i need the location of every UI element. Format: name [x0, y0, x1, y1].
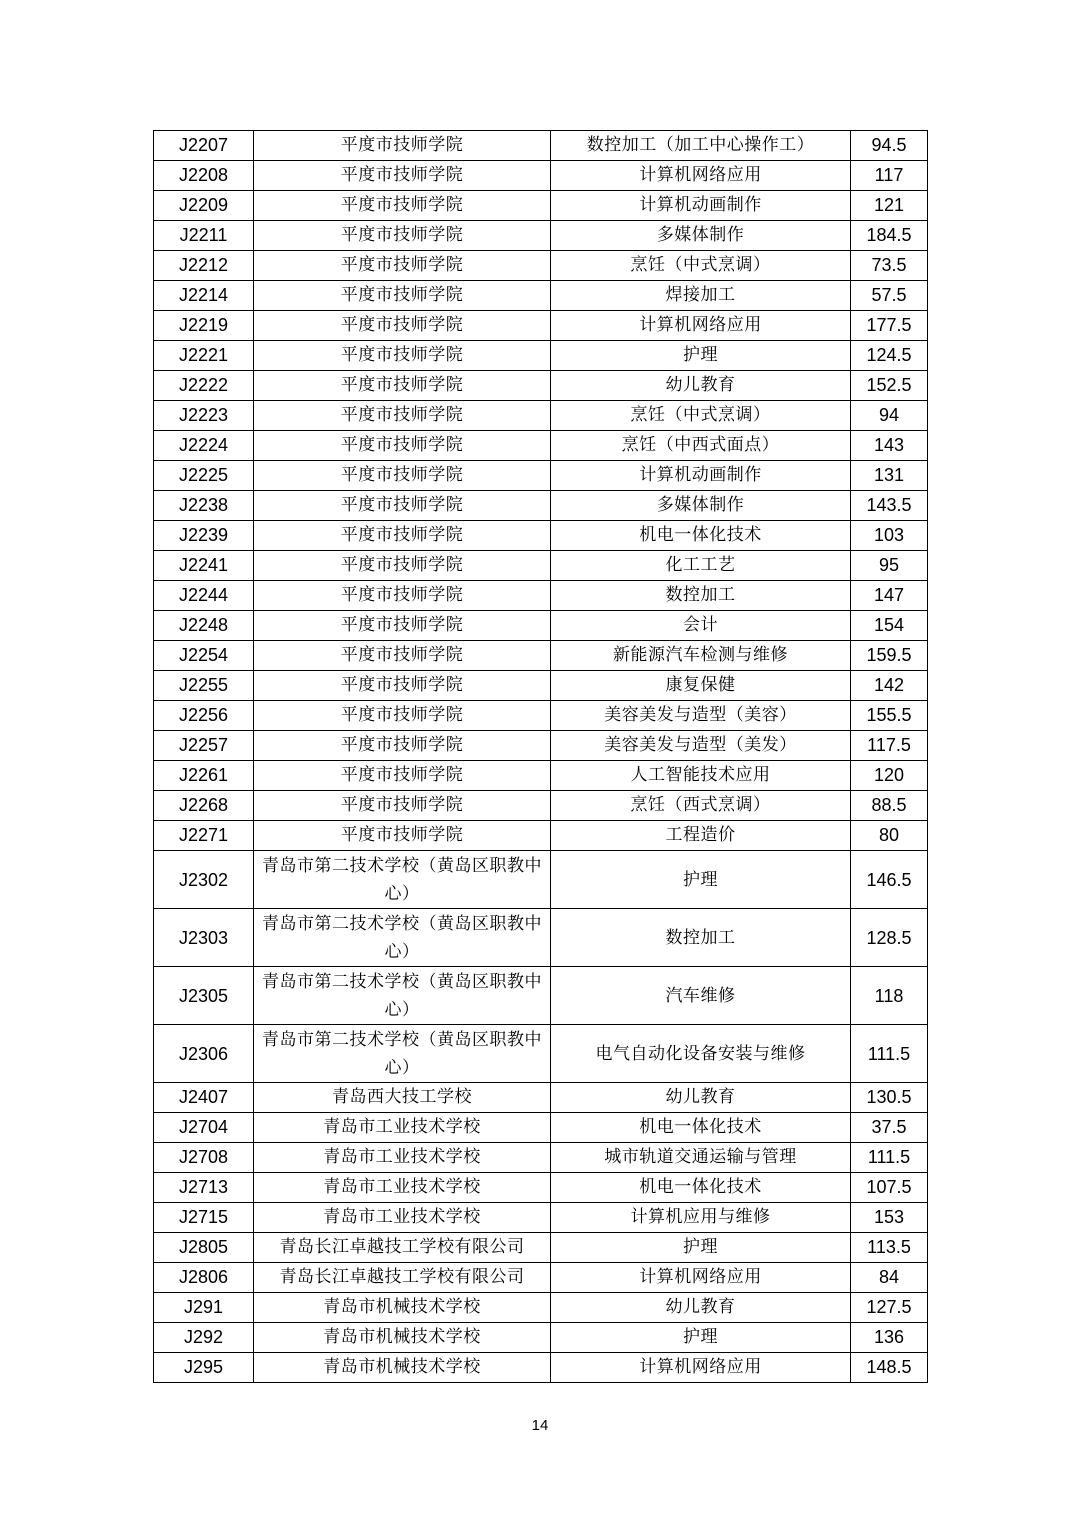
school-name-cell: 平度市技师学院 [254, 581, 551, 611]
program-code-cell: J2268 [154, 791, 254, 821]
table-row [154, 401, 928, 431]
school-name-cell: 平度市技师学院 [254, 371, 551, 401]
major-name-cell: 烹饪（中式烹调） [551, 401, 851, 431]
major-name-cell: 数控加工 [551, 581, 851, 611]
table-row [154, 1143, 928, 1173]
major-name-cell: 多媒体制作 [551, 221, 851, 251]
program-code-cell: J2805 [154, 1233, 254, 1263]
school-name-cell: 青岛市机械技术学校 [254, 1323, 551, 1353]
school-name-cell: 青岛市工业技术学校 [254, 1203, 551, 1233]
program-code-cell: J2806 [154, 1263, 254, 1293]
program-code-cell: J2306 [154, 1025, 254, 1083]
score-cell: 142 [851, 671, 928, 701]
program-code-cell: J2704 [154, 1113, 254, 1143]
score-cell: 143 [851, 431, 928, 461]
school-name-cell: 平度市技师学院 [254, 701, 551, 731]
program-code-cell: J2248 [154, 611, 254, 641]
program-code-cell: J2302 [154, 851, 254, 909]
program-code-cell: J2407 [154, 1083, 254, 1113]
program-code-cell: J2257 [154, 731, 254, 761]
major-name-cell: 护理 [551, 851, 851, 909]
program-code-cell: J2207 [154, 131, 254, 161]
major-name-cell: 计算机网络应用 [551, 1263, 851, 1293]
major-name-cell: 护理 [551, 341, 851, 371]
table-row [154, 1113, 928, 1143]
table-row [154, 281, 928, 311]
score-cell: 148.5 [851, 1353, 928, 1383]
table-row [154, 1353, 928, 1383]
major-name-cell: 多媒体制作 [551, 491, 851, 521]
major-name-cell: 计算机网络应用 [551, 311, 851, 341]
score-table [153, 130, 928, 1383]
school-name-cell: 青岛市第二技术学校（黄岛区职教中心） [254, 967, 551, 1025]
program-code-cell: J2254 [154, 641, 254, 671]
program-code-cell: J292 [154, 1323, 254, 1353]
table-row [154, 851, 928, 909]
score-cell: 147 [851, 581, 928, 611]
score-cell: 117.5 [851, 731, 928, 761]
table-row [154, 581, 928, 611]
table-row [154, 431, 928, 461]
score-cell: 159.5 [851, 641, 928, 671]
program-code-cell: J2225 [154, 461, 254, 491]
major-name-cell: 化工工艺 [551, 551, 851, 581]
major-name-cell: 电气自动化设备安装与维修 [551, 1025, 851, 1083]
score-cell: 153 [851, 1203, 928, 1233]
table-row [154, 221, 928, 251]
major-name-cell: 新能源汽车检测与维修 [551, 641, 851, 671]
program-code-cell: J2708 [154, 1143, 254, 1173]
program-code-cell: J2214 [154, 281, 254, 311]
major-name-cell: 人工智能技术应用 [551, 761, 851, 791]
program-code-cell: J2244 [154, 581, 254, 611]
table-row [154, 791, 928, 821]
major-name-cell: 机电一体化技术 [551, 1113, 851, 1143]
school-name-cell: 平度市技师学院 [254, 731, 551, 761]
table-row [154, 821, 928, 851]
score-cell: 37.5 [851, 1113, 928, 1143]
score-cell: 120 [851, 761, 928, 791]
score-cell: 113.5 [851, 1233, 928, 1263]
major-name-cell: 幼儿教育 [551, 371, 851, 401]
school-name-cell: 平度市技师学院 [254, 821, 551, 851]
score-cell: 131 [851, 461, 928, 491]
major-name-cell: 护理 [551, 1323, 851, 1353]
table-row [154, 341, 928, 371]
school-name-cell: 平度市技师学院 [254, 281, 551, 311]
major-name-cell: 数控加工（加工中心操作工） [551, 131, 851, 161]
major-name-cell: 数控加工 [551, 909, 851, 967]
program-code-cell: J2241 [154, 551, 254, 581]
school-name-cell: 青岛市工业技术学校 [254, 1173, 551, 1203]
program-code-cell: J2219 [154, 311, 254, 341]
major-name-cell: 幼儿教育 [551, 1083, 851, 1113]
score-cell: 88.5 [851, 791, 928, 821]
program-code-cell: J2212 [154, 251, 254, 281]
table-row [154, 1233, 928, 1263]
score-cell: 152.5 [851, 371, 928, 401]
program-code-cell: J2222 [154, 371, 254, 401]
table-row [154, 701, 928, 731]
table-row [154, 461, 928, 491]
table-row [154, 1083, 928, 1113]
program-code-cell: J2303 [154, 909, 254, 967]
major-name-cell: 机电一体化技术 [551, 521, 851, 551]
school-name-cell: 平度市技师学院 [254, 551, 551, 581]
school-name-cell: 青岛市第二技术学校（黄岛区职教中心） [254, 851, 551, 909]
table-row [154, 611, 928, 641]
score-cell: 155.5 [851, 701, 928, 731]
table-row [154, 371, 928, 401]
score-cell: 117 [851, 161, 928, 191]
major-name-cell: 计算机动画制作 [551, 191, 851, 221]
table-row [154, 1173, 928, 1203]
score-cell: 107.5 [851, 1173, 928, 1203]
school-name-cell: 平度市技师学院 [254, 521, 551, 551]
program-code-cell: J2271 [154, 821, 254, 851]
program-code-cell: J2239 [154, 521, 254, 551]
table-row [154, 311, 928, 341]
score-cell: 143.5 [851, 491, 928, 521]
program-code-cell: J2224 [154, 431, 254, 461]
score-cell: 127.5 [851, 1293, 928, 1323]
school-name-cell: 平度市技师学院 [254, 341, 551, 371]
major-name-cell: 烹饪（中式烹调） [551, 251, 851, 281]
score-cell: 80 [851, 821, 928, 851]
program-code-cell: J2715 [154, 1203, 254, 1233]
table-row [154, 1263, 928, 1293]
table-row [154, 161, 928, 191]
program-code-cell: J2223 [154, 401, 254, 431]
table-row [154, 521, 928, 551]
table-row [154, 551, 928, 581]
program-code-cell: J2713 [154, 1173, 254, 1203]
table-row [154, 909, 928, 967]
table-row [154, 191, 928, 221]
major-name-cell: 幼儿教育 [551, 1293, 851, 1323]
school-name-cell: 青岛市工业技术学校 [254, 1143, 551, 1173]
major-name-cell: 焊接加工 [551, 281, 851, 311]
major-name-cell: 城市轨道交通运输与管理 [551, 1143, 851, 1173]
school-name-cell: 平度市技师学院 [254, 791, 551, 821]
school-name-cell: 平度市技师学院 [254, 461, 551, 491]
program-code-cell: J2221 [154, 341, 254, 371]
score-cell: 84 [851, 1263, 928, 1293]
major-name-cell: 计算机应用与维修 [551, 1203, 851, 1233]
major-name-cell: 烹饪（西式烹调） [551, 791, 851, 821]
school-name-cell: 平度市技师学院 [254, 311, 551, 341]
major-name-cell: 机电一体化技术 [551, 1173, 851, 1203]
school-name-cell: 青岛市机械技术学校 [254, 1353, 551, 1383]
score-cell: 154 [851, 611, 928, 641]
school-name-cell: 平度市技师学院 [254, 161, 551, 191]
score-cell: 177.5 [851, 311, 928, 341]
score-table-body [154, 131, 928, 1383]
school-name-cell: 青岛长江卓越技工学校有限公司 [254, 1263, 551, 1293]
program-code-cell: J2211 [154, 221, 254, 251]
school-name-cell: 青岛市工业技术学校 [254, 1113, 551, 1143]
school-name-cell: 青岛市机械技术学校 [254, 1293, 551, 1323]
program-code-cell: J2208 [154, 161, 254, 191]
school-name-cell: 平度市技师学院 [254, 191, 551, 221]
school-name-cell: 青岛西大技工学校 [254, 1083, 551, 1113]
table-row [154, 1025, 928, 1083]
school-name-cell: 平度市技师学院 [254, 131, 551, 161]
major-name-cell: 美容美发与造型（美发） [551, 731, 851, 761]
major-name-cell: 护理 [551, 1233, 851, 1263]
table-row [154, 641, 928, 671]
score-cell: 57.5 [851, 281, 928, 311]
score-cell: 130.5 [851, 1083, 928, 1113]
school-name-cell: 平度市技师学院 [254, 401, 551, 431]
table-row [154, 671, 928, 701]
score-cell: 146.5 [851, 851, 928, 909]
table-row [154, 131, 928, 161]
program-code-cell: J2256 [154, 701, 254, 731]
score-cell: 128.5 [851, 909, 928, 967]
score-cell: 94.5 [851, 131, 928, 161]
school-name-cell: 平度市技师学院 [254, 221, 551, 251]
score-cell: 94 [851, 401, 928, 431]
school-name-cell: 平度市技师学院 [254, 641, 551, 671]
major-name-cell: 美容美发与造型（美容） [551, 701, 851, 731]
school-name-cell: 平度市技师学院 [254, 671, 551, 701]
major-name-cell: 工程造价 [551, 821, 851, 851]
program-code-cell: J291 [154, 1293, 254, 1323]
school-name-cell: 平度市技师学院 [254, 251, 551, 281]
score-cell: 184.5 [851, 221, 928, 251]
score-cell: 103 [851, 521, 928, 551]
table-row [154, 967, 928, 1025]
score-cell: 118 [851, 967, 928, 1025]
score-cell: 73.5 [851, 251, 928, 281]
school-name-cell: 青岛长江卓越技工学校有限公司 [254, 1233, 551, 1263]
major-name-cell: 计算机网络应用 [551, 161, 851, 191]
table-row [154, 1323, 928, 1353]
page-number: 14 [531, 1417, 549, 1434]
table-row [154, 731, 928, 761]
program-code-cell: J2209 [154, 191, 254, 221]
score-cell: 111.5 [851, 1025, 928, 1083]
table-row [154, 1203, 928, 1233]
program-code-cell: J2305 [154, 967, 254, 1025]
school-name-cell: 青岛市第二技术学校（黄岛区职教中心） [254, 1025, 551, 1083]
school-name-cell: 平度市技师学院 [254, 431, 551, 461]
table-row [154, 1293, 928, 1323]
major-name-cell: 康复保健 [551, 671, 851, 701]
score-cell: 136 [851, 1323, 928, 1353]
school-name-cell: 平度市技师学院 [254, 611, 551, 641]
score-cell: 95 [851, 551, 928, 581]
major-name-cell: 会计 [551, 611, 851, 641]
major-name-cell: 计算机动画制作 [551, 461, 851, 491]
table-row [154, 761, 928, 791]
score-cell: 121 [851, 191, 928, 221]
program-code-cell: J2261 [154, 761, 254, 791]
score-cell: 111.5 [851, 1143, 928, 1173]
school-name-cell: 平度市技师学院 [254, 761, 551, 791]
major-name-cell: 烹饪（中西式面点） [551, 431, 851, 461]
program-code-cell: J2255 [154, 671, 254, 701]
major-name-cell: 汽车维修 [551, 967, 851, 1025]
score-cell: 124.5 [851, 341, 928, 371]
school-name-cell: 平度市技师学院 [254, 491, 551, 521]
program-code-cell: J2238 [154, 491, 254, 521]
program-code-cell: J295 [154, 1353, 254, 1383]
table-row [154, 491, 928, 521]
school-name-cell: 青岛市第二技术学校（黄岛区职教中心） [254, 909, 551, 967]
table-row [154, 251, 928, 281]
major-name-cell: 计算机网络应用 [551, 1353, 851, 1383]
